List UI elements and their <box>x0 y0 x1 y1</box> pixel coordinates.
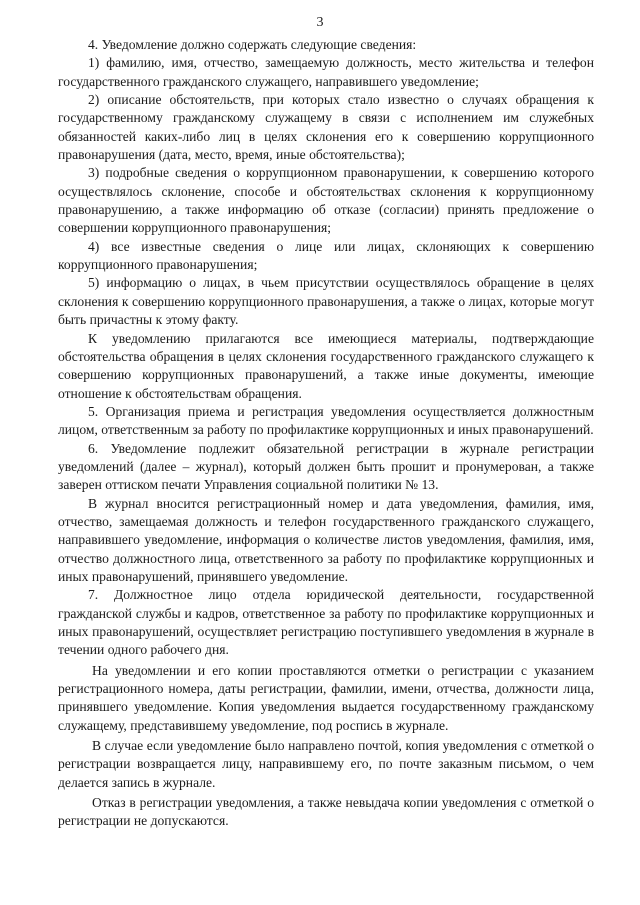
list-item-3: 3) подробные сведения о коррупционном правонарушении, к совершению которого осуществлялось склонение, способе и обстоятельствах склонения к коррупционному правонарушению, а также информацию об отказе (согласии) принять предложение о совершении коррупционного правонарушения; <box>58 165 594 236</box>
paragraph-attachments: К уведомлению прилагаются все имеющиеся материалы, подтверждающие обстоятельства обращения в целях склонения государственного гражданского служащего к совершению коррупционных правонарушений, а также иные документы, имеющие отношение к обстоятельствам обращения. <box>58 330 594 401</box>
list-item-1: 1) фамилию, имя, отчество, замещаемую должность, место жительства и телефон государственного гражданского служащего, направившего уведомление; <box>58 55 594 89</box>
paragraph-section-7: 7. Должностное лицо отдела юридической деятельности, государственной гражданской службы и кадров, ответственное за работу по профилактике коррупционных и иных правонарушений, осуществляет регистрацию поступившего уведомления в журнале в течении одного рабочего дня. <box>58 587 594 658</box>
document-body <box>58 36 594 831</box>
paragraph-notification-contents: 4. Уведомление должно содержать следующие сведения: <box>88 37 417 52</box>
paragraph-section-6: 6. Уведомление подлежит обязательной регистрации в журнале регистрации уведомлений (далее – журнал), который должен быть прошит и пронумерован, а также заверен оттиском печати Управления социальной политики № 13. <box>58 440 594 493</box>
paragraph-journal-entries: В журнал вносится регистрационный номер и дата уведомления, фамилия, имя, отчество, замещаемая должность и телефон государственного гражданского служащего, направившего уведомление, информация о количестве листов уведомления, фамилия, имя, отчество должностного лица, ответственного за работу по профилактике коррупционных и иных правонарушений, принявшего уведомление. <box>58 495 594 584</box>
paragraph-section-5: 5. Организация приема и регистрация уведомления осуществляется должностным лицом, ответственным за работу по профилактике коррупционных и иных правонарушений. <box>58 403 594 438</box>
list-item-4: 4) все известные сведения о лице или лицах, склоняющих к совершению коррупционного правонарушения; <box>58 238 594 273</box>
paragraph-refusal-prohibited: Отказ в регистрации уведомления, а также невыдача копии уведомления с отметкой о регистрации не допускаются. <box>58 795 594 829</box>
paragraph-postal-notification: В случае если уведомление было направлено почтой, копия уведомления с отметкой о регистрации возвращается лицу, направившему его, по почте заказным письмом, о чем делается запись в журнале. <box>58 738 594 790</box>
list-item-2: 2) описание обстоятельств, при которых стало известно о случаях обращения к государственному гражданскому служащему в связи с исполнением им служебных обязанностей каких-либо лиц в целях склонения его к совершению коррупционного правонарушения (дата, место, время, иные обстоятельства); <box>58 92 594 163</box>
page-number: 3 <box>316 15 324 30</box>
list-item-5: 5) информацию о лицах, в чьем присутствии осуществлялось обращение в целях склонения к совершению коррупционного правонарушения, а также о лицах, которые могут быть причастны к этому факту. <box>58 275 594 328</box>
paragraph-registration-marks: На уведомлении и его копии проставляются отметки о регистрации с указанием регистрационного номера, даты регистрации, фамилии, имени, отчества, должности лица, принявшего уведомление. Копия уведомления выдается государственному гражданскому служащему, представившему уведомление, под роспись в журнале. <box>58 662 594 733</box>
